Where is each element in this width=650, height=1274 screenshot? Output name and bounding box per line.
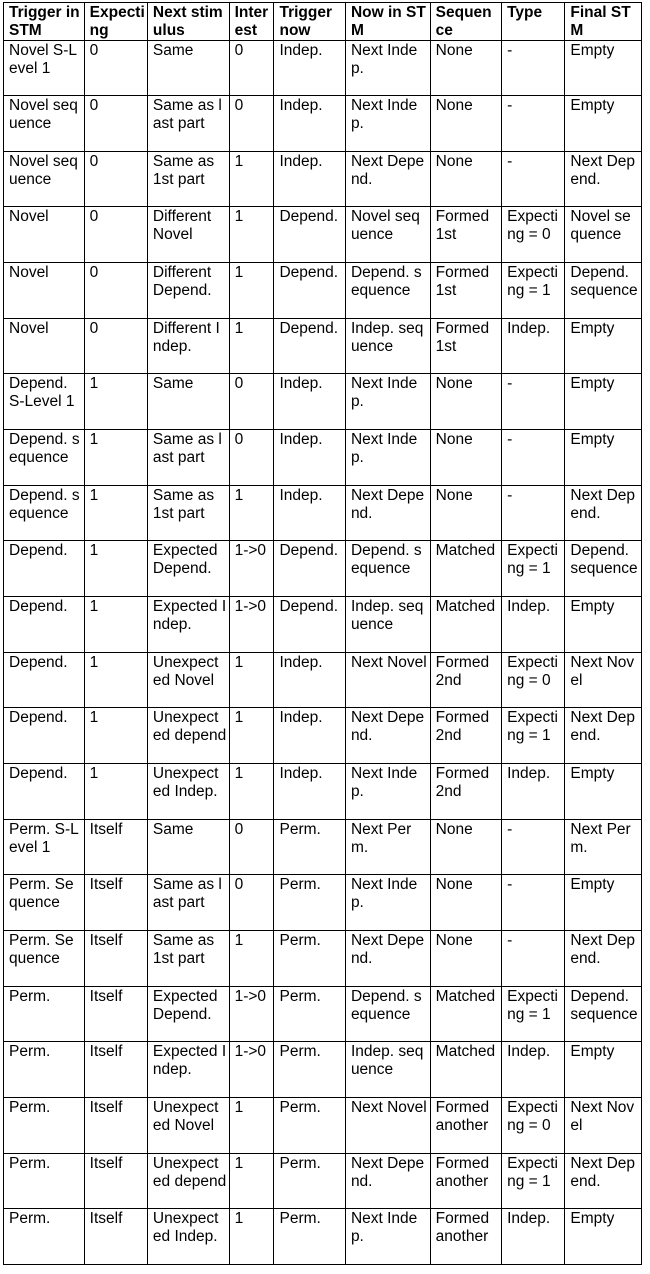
cell-final-stm: Empty — [565, 41, 642, 96]
table-row — [4, 1209, 642, 1265]
cell-trigger-in-stm: Perm. — [4, 1154, 85, 1209]
cell-trigger-now: Depend. — [274, 263, 345, 319]
cell-interest: 1 — [229, 931, 274, 987]
cell-type: Expecting = 1 — [502, 987, 565, 1042]
cell-next-stimulus: Unexpected depend — [147, 708, 229, 764]
table-row — [4, 820, 642, 875]
cell-next-stimulus: Same as last part — [147, 430, 229, 486]
cell-interest: 1 — [229, 708, 274, 764]
cell-interest: 1->0 — [229, 1042, 274, 1098]
cell-trigger-in-stm: Depend. sequence — [4, 486, 85, 541]
cell-interest: 0 — [229, 41, 274, 96]
cell-sequence: None — [430, 41, 501, 96]
cell-trigger-in-stm: Perm. — [4, 1042, 85, 1098]
cell-interest: 1 — [229, 152, 274, 207]
cell-final-stm: Empty — [565, 1209, 642, 1265]
table-row — [4, 875, 642, 931]
cell-now-in-stm: Next Depend. — [345, 1154, 430, 1209]
cell-interest: 1->0 — [229, 597, 274, 653]
cell-next-stimulus: Same — [147, 374, 229, 430]
cell-interest: 1->0 — [229, 541, 274, 597]
cell-type: Indep. — [502, 319, 565, 374]
cell-now-in-stm: Next Depend. — [345, 708, 430, 764]
table-row — [4, 319, 642, 374]
cell-trigger-now: Depend. — [274, 319, 345, 374]
cell-type: - — [502, 41, 565, 96]
cell-final-stm: Empty — [565, 96, 642, 152]
cell-trigger-now: Perm. — [274, 931, 345, 987]
cell-next-stimulus: Same as 1st part — [147, 486, 229, 541]
cell-trigger-in-stm: Novel — [4, 207, 85, 263]
cell-final-stm: Depend. sequence — [565, 987, 642, 1042]
cell-type: Expecting = 0 — [502, 207, 565, 263]
table-row — [4, 1098, 642, 1154]
cell-trigger-in-stm: Perm. — [4, 1209, 85, 1265]
cell-trigger-in-stm: Depend. S-Level 1 — [4, 374, 85, 430]
cell-interest: 0 — [229, 820, 274, 875]
cell-type: - — [502, 820, 565, 875]
cell-trigger-in-stm: Novel — [4, 319, 85, 374]
cell-sequence: Matched — [430, 1042, 501, 1098]
cell-interest: 1 — [229, 764, 274, 820]
cell-type: Indep. — [502, 597, 565, 653]
cell-trigger-now: Indep. — [274, 41, 345, 96]
cell-final-stm: Next Novel — [565, 653, 642, 708]
cell-type: - — [502, 486, 565, 541]
cell-sequence: Formed 2nd — [430, 708, 501, 764]
cell-sequence: None — [430, 820, 501, 875]
cell-interest: 1 — [229, 1209, 274, 1265]
cell-now-in-stm: Novel sequence — [345, 207, 430, 263]
cell-final-stm: Next Depend. — [565, 931, 642, 987]
cell-sequence: None — [430, 152, 501, 207]
cell-expecting: Itself — [84, 820, 147, 875]
cell-final-stm: Empty — [565, 875, 642, 931]
cell-trigger-now: Perm. — [274, 1042, 345, 1098]
cell-expecting: 1 — [84, 430, 147, 486]
cell-trigger-in-stm: Perm. — [4, 1098, 85, 1154]
cell-sequence: Formed another — [430, 1209, 501, 1265]
cell-trigger-in-stm: Perm. — [4, 987, 85, 1042]
cell-trigger-now: Depend. — [274, 541, 345, 597]
cell-trigger-now: Perm. — [274, 987, 345, 1042]
cell-trigger-in-stm: Depend. sequence — [4, 430, 85, 486]
header-type: Type — [502, 3, 565, 41]
header-now-in-stm: Now in STM — [345, 3, 430, 41]
cell-expecting: Itself — [84, 1098, 147, 1154]
cell-trigger-in-stm: Novel sequence — [4, 152, 85, 207]
cell-trigger-now: Perm. — [274, 1154, 345, 1209]
cell-trigger-now: Depend. — [274, 207, 345, 263]
cell-final-stm: Next Depend. — [565, 486, 642, 541]
header-trigger-in-stm: Trigger in STM — [4, 3, 85, 41]
cell-trigger-in-stm: Perm. Sequence — [4, 931, 85, 987]
cell-next-stimulus: Unexpected Novel — [147, 1098, 229, 1154]
cell-expecting: Itself — [84, 1209, 147, 1265]
cell-trigger-in-stm: Novel — [4, 263, 85, 319]
cell-type: - — [502, 931, 565, 987]
cell-final-stm: Next Depend. — [565, 708, 642, 764]
cell-final-stm: Next Depend. — [565, 1154, 642, 1209]
table-row — [4, 931, 642, 987]
cell-sequence: Formed another — [430, 1154, 501, 1209]
cell-final-stm: Empty — [565, 1042, 642, 1098]
header-trigger-now: Trigger now — [274, 3, 345, 41]
cell-expecting: 1 — [84, 653, 147, 708]
cell-interest: 1 — [229, 486, 274, 541]
cell-final-stm: Novel sequence — [565, 207, 642, 263]
table-row — [4, 374, 642, 430]
cell-now-in-stm: Depend. sequence — [345, 263, 430, 319]
cell-now-in-stm: Next Perm. — [345, 820, 430, 875]
cell-next-stimulus: Same as 1st part — [147, 931, 229, 987]
cell-final-stm: Empty — [565, 430, 642, 486]
cell-interest: 0 — [229, 374, 274, 430]
cell-trigger-in-stm: Perm. Sequence — [4, 875, 85, 931]
cell-now-in-stm: Indep. sequence — [345, 1042, 430, 1098]
cell-sequence: Matched — [430, 987, 501, 1042]
cell-now-in-stm: Next Depend. — [345, 931, 430, 987]
cell-trigger-in-stm: Perm. S-Level 1 — [4, 820, 85, 875]
table-row — [4, 987, 642, 1042]
cell-trigger-now: Perm. — [274, 820, 345, 875]
table-row — [4, 597, 642, 653]
header-next-stimulus: Next stimulus — [147, 3, 229, 41]
cell-now-in-stm: Next Depend. — [345, 152, 430, 207]
cell-now-in-stm: Indep. sequence — [345, 597, 430, 653]
cell-sequence: Matched — [430, 541, 501, 597]
cell-next-stimulus: Same as last part — [147, 875, 229, 931]
cell-now-in-stm: Next Indep. — [345, 41, 430, 96]
cell-trigger-now: Indep. — [274, 152, 345, 207]
cell-type: Expecting = 1 — [502, 541, 565, 597]
cell-next-stimulus: Unexpected Indep. — [147, 764, 229, 820]
cell-trigger-now: Perm. — [274, 1209, 345, 1265]
header-expecting: Expecting — [84, 3, 147, 41]
cell-final-stm: Depend. sequence — [565, 263, 642, 319]
cell-expecting: 1 — [84, 764, 147, 820]
cell-interest: 0 — [229, 96, 274, 152]
cell-next-stimulus: Same as last part — [147, 96, 229, 152]
table-body — [4, 41, 642, 1265]
cell-type: Expecting = 1 — [502, 1154, 565, 1209]
cell-sequence: Formed 1st — [430, 207, 501, 263]
cell-expecting: 1 — [84, 597, 147, 653]
cell-expecting: 1 — [84, 374, 147, 430]
cell-now-in-stm: Next Indep. — [345, 1209, 430, 1265]
cell-interest: 1 — [229, 319, 274, 374]
cell-expecting: 1 — [84, 541, 147, 597]
header-sequence: Sequence — [430, 3, 501, 41]
cell-type: - — [502, 374, 565, 430]
cell-sequence: Formed 1st — [430, 319, 501, 374]
cell-trigger-now: Indep. — [274, 764, 345, 820]
header-row — [4, 3, 642, 41]
cell-trigger-now: Perm. — [274, 875, 345, 931]
cell-trigger-in-stm: Novel S-Level 1 — [4, 41, 85, 96]
cell-next-stimulus: Different Indep. — [147, 319, 229, 374]
cell-interest: 1 — [229, 207, 274, 263]
cell-type: - — [502, 152, 565, 207]
cell-now-in-stm: Next Indep. — [345, 764, 430, 820]
cell-final-stm: Next Perm. — [565, 820, 642, 875]
cell-trigger-now: Indep. — [274, 708, 345, 764]
cell-sequence: None — [430, 875, 501, 931]
table-row — [4, 263, 642, 319]
cell-expecting: 0 — [84, 319, 147, 374]
cell-sequence: None — [430, 430, 501, 486]
cell-expecting: Itself — [84, 1154, 147, 1209]
table-row — [4, 764, 642, 820]
cell-now-in-stm: Next Indep. — [345, 374, 430, 430]
cell-final-stm: Empty — [565, 597, 642, 653]
cell-trigger-now: Indep. — [274, 653, 345, 708]
cell-next-stimulus: Same — [147, 41, 229, 96]
table-row — [4, 152, 642, 207]
cell-trigger-now: Indep. — [274, 374, 345, 430]
cell-type: Indep. — [502, 764, 565, 820]
cell-sequence: None — [430, 931, 501, 987]
header-final-stm: Final STM — [565, 3, 642, 41]
cell-expecting: 1 — [84, 708, 147, 764]
cell-interest: 1->0 — [229, 987, 274, 1042]
table-row — [4, 653, 642, 708]
cell-trigger-now: Depend. — [274, 597, 345, 653]
table-row — [4, 541, 642, 597]
cell-trigger-in-stm: Depend. — [4, 764, 85, 820]
table-row — [4, 207, 642, 263]
cell-sequence: Matched — [430, 597, 501, 653]
cell-sequence: Formed 2nd — [430, 653, 501, 708]
cell-final-stm: Next Novel — [565, 1098, 642, 1154]
cell-now-in-stm: Next Indep. — [345, 875, 430, 931]
cell-final-stm: Empty — [565, 764, 642, 820]
cell-expecting: 0 — [84, 96, 147, 152]
cell-trigger-in-stm: Depend. — [4, 597, 85, 653]
cell-expecting: 0 — [84, 41, 147, 96]
cell-expecting: Itself — [84, 1042, 147, 1098]
cell-expecting: 0 — [84, 263, 147, 319]
stm-transition-table-container — [3, 2, 642, 1265]
cell-sequence: None — [430, 374, 501, 430]
cell-final-stm: Depend. sequence — [565, 541, 642, 597]
cell-type: Expecting = 0 — [502, 653, 565, 708]
cell-next-stimulus: Unexpected Novel — [147, 653, 229, 708]
cell-trigger-now: Indep. — [274, 430, 345, 486]
cell-expecting: Itself — [84, 875, 147, 931]
cell-expecting: 1 — [84, 486, 147, 541]
cell-expecting: Itself — [84, 987, 147, 1042]
cell-type: - — [502, 430, 565, 486]
cell-now-in-stm: Next Novel — [345, 1098, 430, 1154]
cell-next-stimulus: Expected Indep. — [147, 597, 229, 653]
cell-sequence: Formed 1st — [430, 263, 501, 319]
cell-interest: 1 — [229, 653, 274, 708]
cell-type: Indep. — [502, 1209, 565, 1265]
cell-now-in-stm: Indep. sequence — [345, 319, 430, 374]
table-row — [4, 430, 642, 486]
cell-next-stimulus: Expected Depend. — [147, 987, 229, 1042]
cell-expecting: 0 — [84, 207, 147, 263]
cell-type: Expecting = 1 — [502, 708, 565, 764]
cell-interest: 0 — [229, 875, 274, 931]
cell-final-stm: Next Depend. — [565, 152, 642, 207]
cell-type: Expecting = 1 — [502, 263, 565, 319]
cell-now-in-stm: Next Indep. — [345, 96, 430, 152]
cell-expecting: 0 — [84, 152, 147, 207]
cell-interest: 0 — [229, 430, 274, 486]
cell-next-stimulus: Same as 1st part — [147, 152, 229, 207]
cell-type: Expecting = 0 — [502, 1098, 565, 1154]
cell-next-stimulus: Unexpected Indep. — [147, 1209, 229, 1265]
cell-trigger-in-stm: Depend. — [4, 708, 85, 764]
cell-sequence: Formed 2nd — [430, 764, 501, 820]
cell-trigger-in-stm: Depend. — [4, 653, 85, 708]
cell-trigger-now: Indep. — [274, 486, 345, 541]
table-row — [4, 1042, 642, 1098]
cell-interest: 1 — [229, 1154, 274, 1209]
table-row — [4, 41, 642, 96]
cell-next-stimulus: Unexpected depend — [147, 1154, 229, 1209]
cell-next-stimulus: Expected Depend. — [147, 541, 229, 597]
cell-now-in-stm: Depend. sequence — [345, 987, 430, 1042]
cell-interest: 1 — [229, 263, 274, 319]
cell-next-stimulus: Different Depend. — [147, 263, 229, 319]
cell-sequence: None — [430, 486, 501, 541]
stm-transition-table — [3, 2, 642, 1265]
cell-next-stimulus: Expected Indep. — [147, 1042, 229, 1098]
cell-final-stm: Empty — [565, 374, 642, 430]
cell-trigger-now: Indep. — [274, 96, 345, 152]
cell-interest: 1 — [229, 1098, 274, 1154]
cell-final-stm: Empty — [565, 319, 642, 374]
cell-now-in-stm: Next Indep. — [345, 430, 430, 486]
cell-type: - — [502, 96, 565, 152]
cell-sequence: None — [430, 96, 501, 152]
table-row — [4, 486, 642, 541]
cell-now-in-stm: Depend. sequence — [345, 541, 430, 597]
header-interest: Interest — [229, 3, 274, 41]
cell-now-in-stm: Next Novel — [345, 653, 430, 708]
cell-type: - — [502, 875, 565, 931]
cell-expecting: Itself — [84, 931, 147, 987]
cell-trigger-in-stm: Depend. — [4, 541, 85, 597]
cell-next-stimulus: Same — [147, 820, 229, 875]
cell-trigger-now: Perm. — [274, 1098, 345, 1154]
cell-type: Indep. — [502, 1042, 565, 1098]
table-row — [4, 1154, 642, 1209]
cell-next-stimulus: Different Novel — [147, 207, 229, 263]
cell-now-in-stm: Next Depend. — [345, 486, 430, 541]
table-row — [4, 708, 642, 764]
table-row — [4, 96, 642, 152]
cell-trigger-in-stm: Novel sequence — [4, 96, 85, 152]
cell-sequence: Formed another — [430, 1098, 501, 1154]
